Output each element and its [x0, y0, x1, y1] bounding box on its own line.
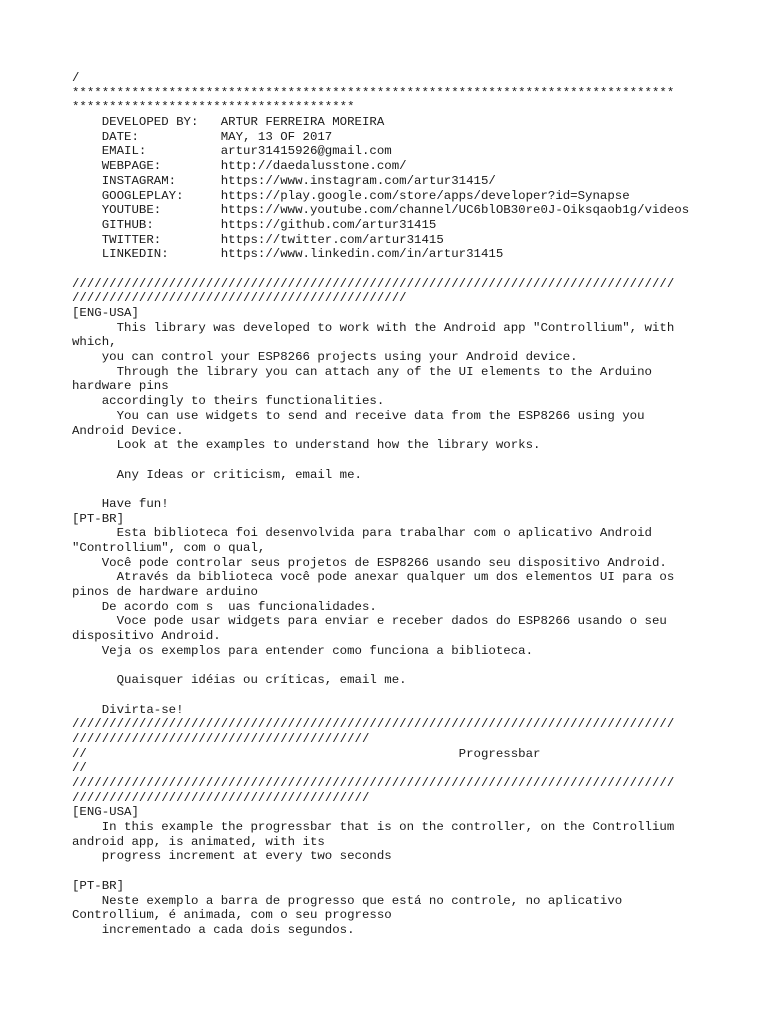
- doc-line: INSTAGRAM: https://www.instagram.com/artur31415/: [72, 173, 496, 188]
- doc-line: Quaisquer idéias ou críticas, email me.: [72, 673, 407, 688]
- doc-line: Divirta-se!: [72, 702, 184, 717]
- doc-line: LINKEDIN: https://www.linkedin.com/in/artur31415: [72, 247, 504, 262]
- doc-line: Look at the examples to understand how the library works.: [72, 438, 541, 453]
- doc-line: [ENG-USA]: [72, 306, 139, 320]
- doc-line: Controllium, é animada, com o seu progresso: [72, 908, 392, 923]
- doc-line: /////////////////////////////////////////////////////////////////////////////////: [72, 776, 675, 790]
- doc-line: /////////////////////////////////////////////: [72, 291, 407, 306]
- doc-line: GOOGLEPLAY: https://play.google.com/store/apps/developer?id=Synapse: [72, 188, 630, 203]
- doc-line: YOUTUBE: https://www.youtube.com/channel/UC6blOB30re0J-Oiksqaob1g/videos: [72, 203, 690, 218]
- doc-line: TWITTER: https://twitter.com/artur31415: [72, 232, 444, 247]
- doc-line: [PT-BR]: [72, 878, 125, 893]
- doc-line: [72, 482, 712, 497]
- doc-line: You can use widgets to send and receive data from the ESP8266 using you: [72, 408, 645, 423]
- doc-line: /: [72, 71, 80, 85]
- doc-line: Veja os exemplos para entender como funciona a biblioteca.: [72, 643, 534, 658]
- doc-line: Voce pode usar widgets para enviar e receber dados do ESP8266 usando o seu: [72, 614, 667, 629]
- doc-line: Através da biblioteca você pode anexar qualquer um dos elementos UI para os: [72, 570, 675, 585]
- doc-line: [72, 453, 712, 468]
- doc-line: you can control your ESP8266 projects using your Android device.: [72, 350, 578, 365]
- doc-line: **************************************: [72, 100, 355, 115]
- doc-line: [72, 262, 712, 277]
- doc-line: De acordo com s uas funcionalidades.: [72, 599, 377, 614]
- doc-line: WEBPAGE: http://daedalusstone.com/: [72, 159, 407, 174]
- doc-line: [72, 688, 712, 703]
- doc-line: accordingly to theirs functionalities.: [72, 394, 385, 409]
- doc-line: DATE: MAY, 13 OF 2017: [72, 129, 333, 144]
- doc-line: incrementado a cada dois segundos.: [72, 922, 355, 937]
- doc-line: Have fun!: [72, 496, 169, 511]
- doc-line: hardware pins: [72, 379, 169, 394]
- doc-line: which,: [72, 335, 117, 350]
- doc-line: DEVELOPED BY: ARTUR FERREIRA MOREIRA: [72, 115, 385, 130]
- doc-line: Você pode controlar seus projetos de ESP8266 usando seu dispositivo Android.: [72, 555, 667, 570]
- doc-line: pinos de hardware arduino: [72, 585, 258, 600]
- doc-line: dispositivo Android.: [72, 629, 221, 644]
- doc-line: In this example the progressbar that is on the controller, on the Controllium: [72, 820, 675, 835]
- source-document: [72, 71, 712, 938]
- doc-line: [72, 659, 712, 674]
- doc-line: progress increment at every two seconds: [72, 849, 392, 864]
- doc-line: ////////////////////////////////////////: [72, 731, 370, 746]
- doc-line: *********************************************************************************: [72, 85, 675, 100]
- doc-line: [PT-BR]: [72, 511, 125, 526]
- doc-line: This library was developed to work with the Android app "Controllium", with: [72, 320, 675, 335]
- doc-line: Through the library you can attach any of the UI elements to the Arduino: [72, 364, 652, 379]
- doc-line: Android Device.: [72, 423, 184, 438]
- doc-line: "Controllium", com o qual,: [72, 541, 266, 555]
- doc-line: /////////////////////////////////////////////////////////////////////////////////: [72, 717, 675, 732]
- doc-line: // Progressbar: [72, 746, 541, 761]
- doc-line: /////////////////////////////////////////////////////////////////////////////////: [72, 276, 675, 291]
- doc-line: Any Ideas or criticism, email me.: [72, 467, 362, 482]
- doc-line: //: [72, 761, 87, 776]
- doc-line: [72, 864, 712, 879]
- doc-line: android app, is animated, with its: [72, 834, 325, 849]
- doc-line: [ENG-USA]: [72, 805, 139, 820]
- doc-line: EMAIL: artur31415926@gmail.com: [72, 144, 392, 159]
- doc-line: Esta biblioteca foi desenvolvida para trabalhar com o aplicativo Android: [72, 526, 652, 541]
- doc-line: GITHUB: https://github.com/artur31415: [72, 217, 437, 232]
- doc-line: Neste exemplo a barra de progresso que está no controle, no aplicativo: [72, 893, 623, 908]
- doc-line: ////////////////////////////////////////: [72, 790, 370, 805]
